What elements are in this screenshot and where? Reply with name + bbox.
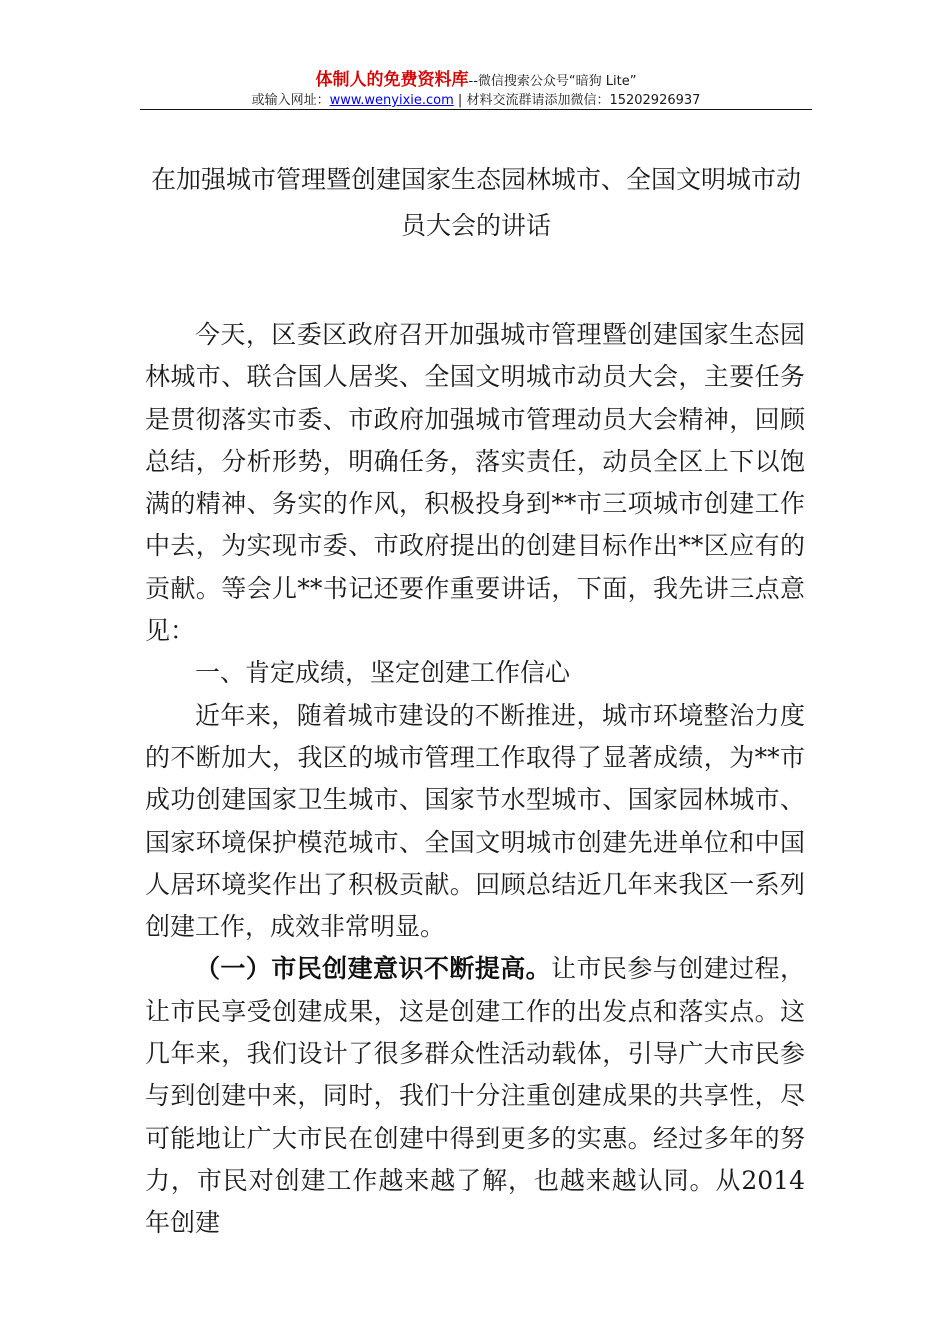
intro-paragraph: 今天，区委区政府召开加强城市管理暨创建国家生态园林城市、联合国人居奖、全国文明城市动员大会，主要任务是贯彻落实市委、市政府加强城市管理动员大会精神，回顾总结，分析形势，明确任务，落实责任，动员全区上下以饱满的精神、务实的作风，积极投身到**市三项城市创建工作中去，为实现市委、市政府提出的创建目标作出**区应有的贡献。等会儿**书记还要作重要讲话，下面，我先讲三点意见： bbox=[145, 320, 805, 646]
page-header bbox=[140, 70, 812, 110]
url-label: 或输入网址： bbox=[251, 93, 330, 108]
document-title: 在加强城市管理暨创建国家生态园林城市、全国文明城市动员大会的讲话 bbox=[150, 165, 801, 240]
contact-info: | 材料交流群请添加微信：15202926937 bbox=[453, 93, 701, 108]
subsection-paragraph bbox=[145, 948, 805, 1244]
brand-name: 体制人的免费资料库 bbox=[315, 70, 469, 90]
header-banner bbox=[140, 70, 812, 92]
section-heading: 一、肯定成绩，坚定创建工作信心 bbox=[195, 658, 571, 688]
document-body bbox=[145, 314, 805, 1245]
body-paragraph: 近年来，随着城市建设的不断推进，城市环境整治力度的不断加大，我区的城市管理工作取得了显著成绩，为**市成功创建国家卫生城市、国家节水型城市、国家园林城市、国家环境保护模范城市、全国文明城市创建先进单位和中国人居环境奖作出了积极贡献。回顾总结近几年来我区一系列创建工作，成效非常明显。 bbox=[145, 700, 805, 942]
header-tagline: --微信搜索公众号“暗狗 Lite” bbox=[468, 74, 637, 89]
subsection-lead: （一）市民创建意识不断提高。 bbox=[195, 954, 552, 984]
subsection-text: 让市民参与创建过程，让市民享受创建成果，这是创建工作的出发点和落实点。这几年来，我们设计了很多群众性活动载体，引导广大市民参与到创建中来，同时，我们十分注重创建成果的共享性，尽可能地让广大市民在创建中得到更多的实惠。经过多年的努力，市民对创建工作越来越了解，也越来越认同。从2014年创建 bbox=[145, 954, 805, 1238]
header-divider bbox=[140, 109, 812, 110]
website-link[interactable]: www.wenyixie.com bbox=[329, 93, 454, 108]
header-contact-line bbox=[140, 92, 812, 110]
